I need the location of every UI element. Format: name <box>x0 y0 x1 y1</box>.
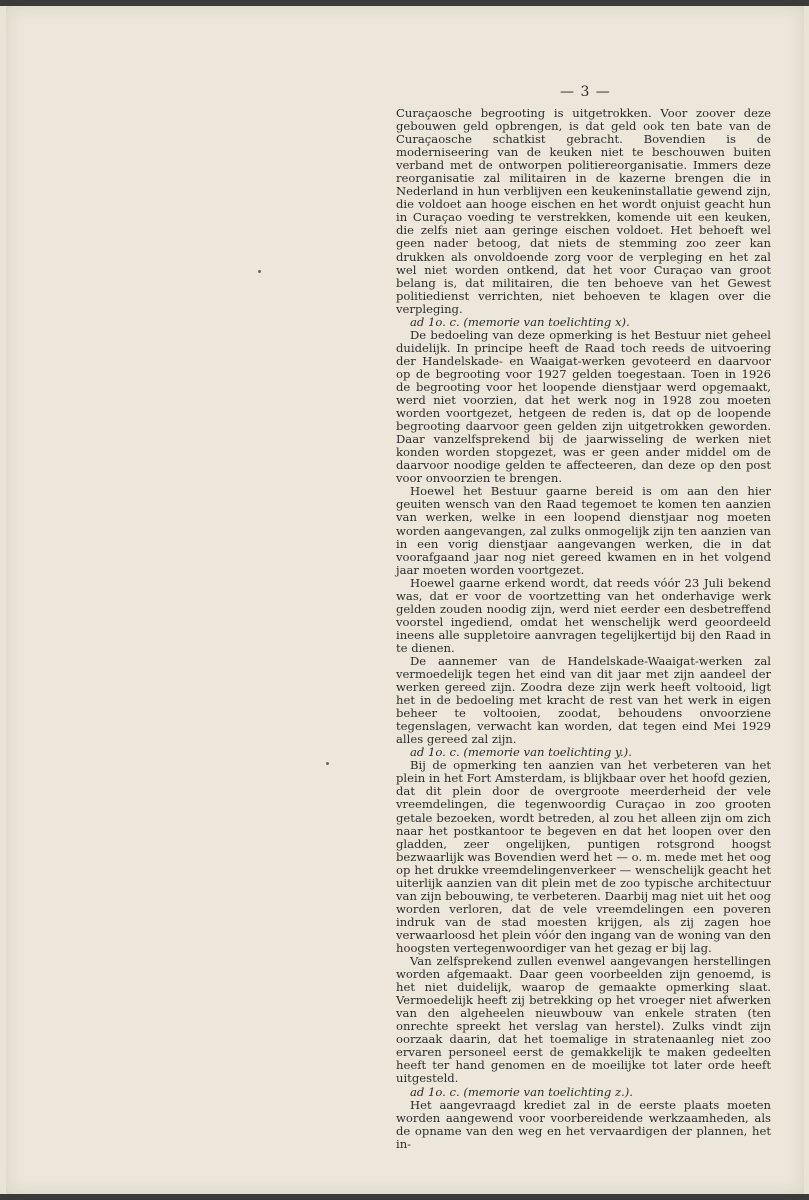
body-text-column <box>396 107 771 1151</box>
paragraph: Bij de opmerking ten aanzien van het verbeteren van het plein in het Fort Amsterdam, is blijkbaar over het hoofd gezien, dat dit plein door de overgroote meerderheid der vele vreemdelingen, die tegenwoordig Curaçao in zoo grooten getale bezoeken, wordt betreden, al zou het alleen zijn om zich naar het postkantoor te begeven en dat het loopen over den gladden, zeer ongelijken, puntigen rotsgrond hoogst bezwaarlijk was Bovendien werd het — o. m. mede met het oog op het drukke vreemdelingenverkeer — wenschelijk geacht het uiterlijk aanzien van dit plein met de zoo typische architectuur van zijn bebouwing, te verbeteren. Daarbij mag niet uit het oog worden verloren, dat de vele vreemdelingen een poveren indruk van de stad moesten krijgen, als zij zagen hoe verwaarloosd het plein vóór den ingang van de woning van den hoogsten vertegenwoordiger van het gezag er bij lag. <box>396 758 771 955</box>
scan-frame-bottom <box>0 1194 809 1200</box>
section-heading: ad 1o. c. (memorie van toelichting y.). <box>410 745 632 760</box>
show-through-bleed <box>116 76 366 266</box>
paragraph: Curaçaosche begrooting is uitgetrokken. Voor zoover deze gebouwen geld opbrengen, is dat geld ook ten bate van de Curaçaosche schatkist gebracht. Bovendien is de moderniseering van de keuken niet te beschouwen buiten verband met de ontworpen politiereorganisatie. Immers deze reorganisatie zal militairen in de kazerne brengen die in Nederland in hun verblijven een keukeninstallatie gewend zijn, die voldoet aan hooge eischen en het wordt onjuist geacht hun in Curaçao voeding te verstrekken, komende uit een keuken, die zelfs niet aan geringe eischen voldoet. Het behoeft wel geen nader betoog, dat niets de stemming zoo zeer kan drukken als onvoldoende zorg voor de verpleging en het zal wel niet worden ontkend, dat het voor Curaçao van groot belang is, dat militairen, die ten behoeve van het Gewest politiedienst verrichten, niet behoeven te klagen over die verpleging. <box>396 106 771 316</box>
paragraph: De bedoeling van deze opmerking is het Bestuur niet geheel duidelijk. In principe heeft de Raad toch reeds de uitvoering der Handelskade- en Waaigat-werken gevoteerd en daarvoor op de begrooting voor 1927 gelden toegestaan. Toen in 1926 de begrooting voor het loopende dienstjaar werd opgemaakt, werd niet voorzien, dat het werk nog in 1928 zou moeten worden voortgezet, hetgeen de reden is, dat op de loopende begrooting daarvoor geen gelden zijn uitgetrokken geworden. Daar vanzelfsprekend bij de jaarwisseling de werken niet konden worden stopgezet, was er geen ander middel om de daarvoor noodige gelden te affecteeren, dan deze op den post voor onvoorzien te brengen. <box>396 327 771 486</box>
paragraph: Van zelfsprekend zullen evenwel aangevangen herstellingen worden afgemaakt. Daar geen voorbeelden zijn genoemd, is het niet duidelijk, waarop de gemaakte opmerking slaat. Vermoedelijk heeft zij betrekking op het vroeger niet afwerken van den algeheelen nieuwbouw van enkele straten (ten onrechte spreekt het verslag van herstel). Zulks vindt zijn oorzaak daarin, dat het toemalige in stratenaanleg niet zoo ervaren personeel eerst de gemakkelijk te maken gedeelten heeft ter hand genomen en de moeilijke tot later orde heeft uitgesteld. <box>396 954 771 1086</box>
paragraph: Het aangevraagd krediet zal in de eerste plaats moeten worden aangewend voor voorbereidende werkzaamheden, als de opname van den weg en het vervaardigen der plannen, het in- <box>396 1097 771 1151</box>
section-heading: ad 1o. c. (memorie van toelichting z.). <box>410 1084 633 1099</box>
paragraph: Hoewel gaarne erkend wordt, dat reeds vóór 23 Juli bekend was, dat er voor de voortzetting van het onderhavige werk gelden zouden noodig zijn, werd niet eerder een desbetreffend voorstel ingediend, omdat het wenschelijk werd geoordeeld ineens alle suppletoire aanvragen tegelijkertijd bij den Raad in te dienen. <box>396 575 771 655</box>
paragraph: De aannemer van de Handelskade-Waaigat-werken zal vermoedelijk tegen het eind van dit jaar met zijn aandeel der werken gereed zijn. Zoodra deze zijn werk heeft voltooid, ligt het in de bedoeling met kracht de rest van het werk in eigen beheer te voltooien, zoodat, behoudens onvoorziene tegenslagen, verwacht kan worden, dat tegen eind Mei 1929 alles gereed zal zijn. <box>396 653 771 747</box>
paragraph: Hoewel het Bestuur gaarne bereid is om aan den hier geuiten wensch van den Raad tegemoet te komen ten aanzien van werken, welke in een loopend dienstjaar nog moeten worden aangevangen, zal zulks onmogelijk zijn ten aanzien van in een vorig dienstjaar aangevangen werken, die in dat voorafgaand jaar nog niet gereed kwamen en in het volgend jaar moeten worden voortgezet. <box>396 484 771 577</box>
section-heading: ad 1o. c. (memorie van toelichting x). <box>410 314 630 329</box>
paper-speck <box>258 270 261 273</box>
page-number: — 3 — <box>560 84 611 100</box>
paper-speck <box>326 762 329 765</box>
